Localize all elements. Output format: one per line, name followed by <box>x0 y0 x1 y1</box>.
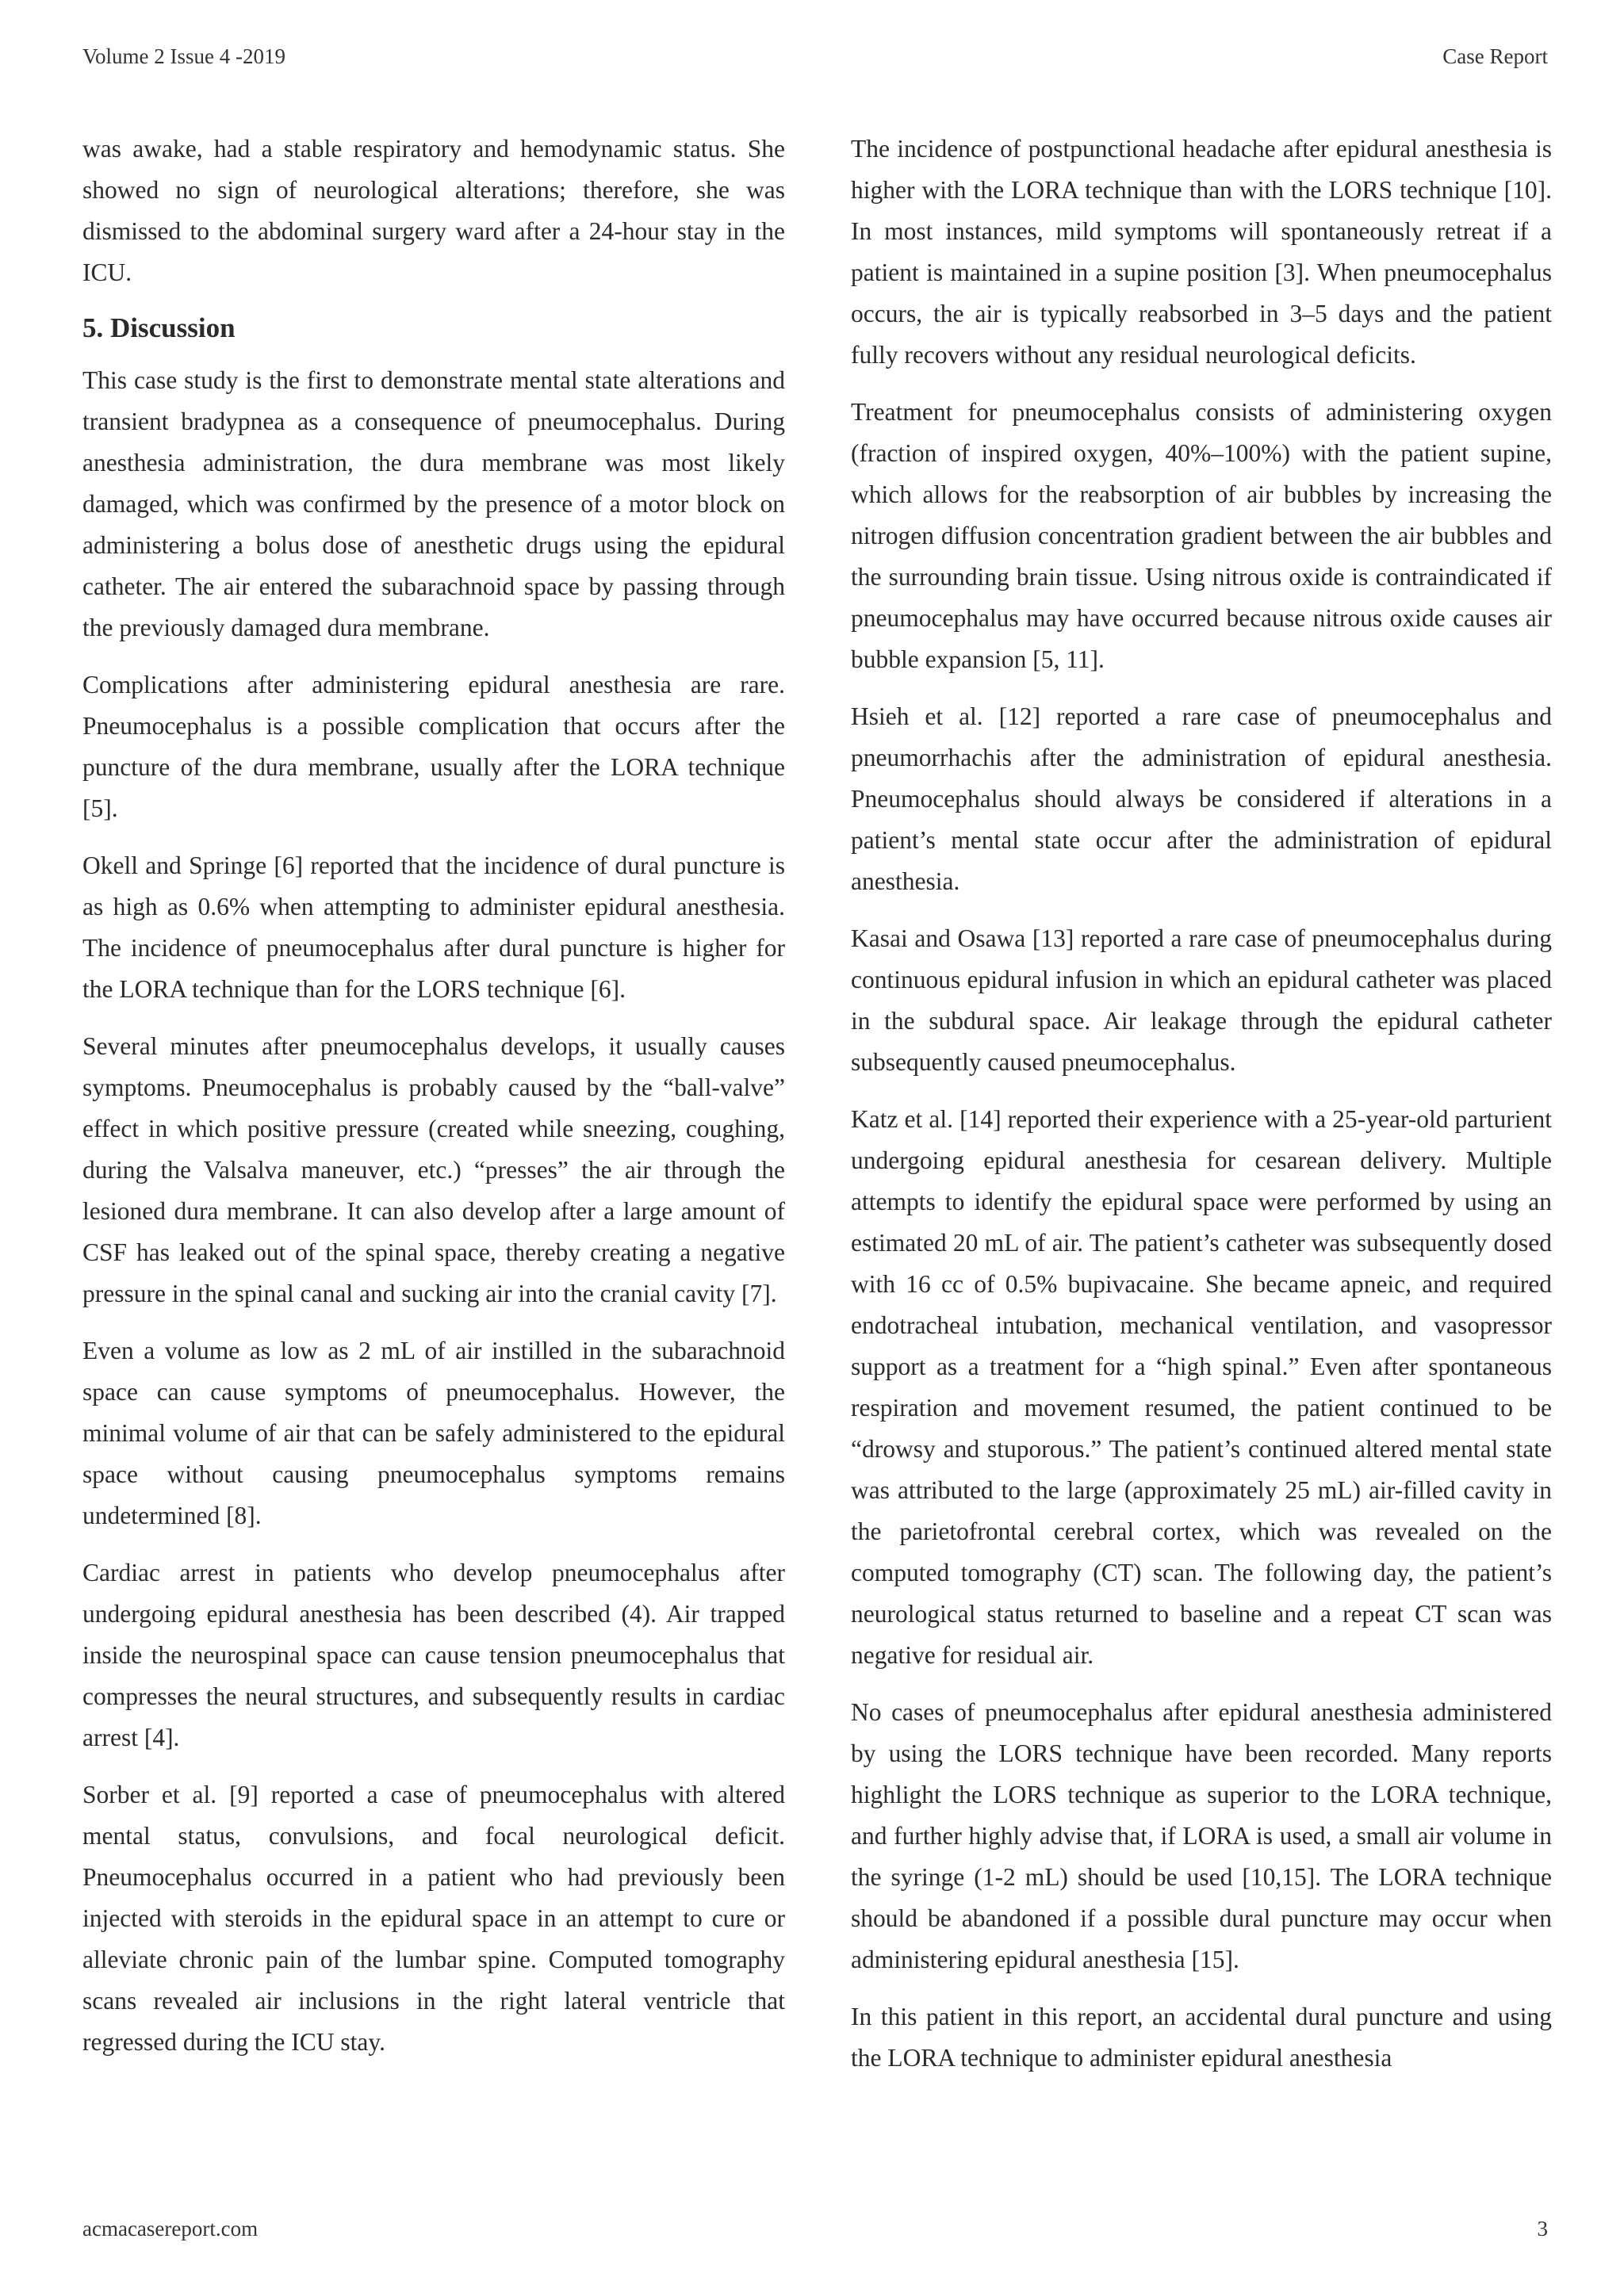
journal-site: acmacasereport.com <box>82 2217 259 2241</box>
right-column <box>851 128 1552 2095</box>
paragraph: Treatment for pneumocephalus consists of administering oxygen (fraction of inspired oxygen, 40%–100%) with the patient supine, which allows for the reabsorption of air bubbles by increasing the nitrogen diffusion concentration gradient between the air bubbles and the surrounding brain tissue. Using nitrous oxide is contraindicated if pneumocephalus may have occurred because nitrous oxide causes air bubble expansion [5, 11]. <box>851 398 1552 673</box>
paragraph: Okell and Springe [6] reported that the incidence of dural puncture is as high as 0.6% when attempting to administer epidural anesthesia. The incidence of pneumocephalus after dural puncture is higher for the LORA technique than for the LORS technique [6]. <box>82 851 785 1003</box>
paragraph: This case study is the first to demonstrate mental state alterations and transient bradypnea as a consequence of pneumocephalus. During anesthesia administration, the dura membrane was most likely damaged, which was confirmed by the presence of a motor block on administering a bolus dose of anesthetic drugs using the epidural catheter. The air entered the subarachnoid space by passing through the previously damaged dura membrane. <box>82 366 785 641</box>
paragraph: Kasai and Osawa [13] reported a rare case of pneumocephalus during continuous epidural infusion in which an epidural catheter was placed in the subdural space. Air leakage through the epidural catheter subsequently caused pneumocephalus. <box>851 924 1552 1076</box>
paragraph: Even a volume as low as 2 mL of air instilled in the subarachnoid space can cause symptoms of pneumocephalus. However, the minimal volume of air that can be safely administered to the epidural space without causing pneumocephalus symptoms remains undetermined [8]. <box>82 1337 785 1529</box>
paragraph: Several minutes after pneumocephalus develops, it usually causes symptoms. Pneumocephalus is probably caused by the “ball-valve” effect in which positive pressure (created while sneezing, coughing, during the Valsalva maneuver, etc.) “presses” the air through the lesioned dura membrane. It can also develop after a large amount of CSF has leaked out of the spinal space, thereby creating a negative pressure in the spinal canal and sucking air into the cranial cavity [7]. <box>82 1032 785 1307</box>
paragraph: Complications after administering epidural anesthesia are rare. Pneumocephalus is a possible complication that occurs after the puncture of the dura membrane, usually after the LORA technique [5]. <box>82 671 785 822</box>
paragraph: The incidence of postpunctional headache after epidural anesthesia is higher with the LORA technique than with the LORS technique [10]. In most instances, mild symptoms will spontaneously retreat if a patient is maintained in a supine position [3]. When pneumocephalus occurs, the air is typically reabsorbed in 3–5 days and the patient fully recovers without any residual neurological deficits. <box>851 135 1552 369</box>
paragraph: In this patient in this report, an accidental dural puncture and using the LORA technique to administer epidural anesthesia <box>851 2003 1552 2072</box>
article-type: Case Report <box>1442 44 1548 68</box>
page-footer <box>82 2217 1548 2241</box>
paragraph: Sorber et al. [9] reported a case of pneumocephalus with altered mental status, convulsions, and focal neurological deficit. Pneumocephalus occurred in a patient who had previously been injected with steroids in the epidural space in an attempt to cure or alleviate chronic pain of the lumbar spine. Computed tomography scans revealed air inclusions in the right lateral ventricle that regressed during the ICU stay. <box>82 1781 785 2056</box>
paragraph: was awake, had a stable respiratory and hemodynamic status. She showed no sign of neurological alterations; therefore, she was dismissed to the abdominal surgery ward after a 24-hour stay in the ICU. <box>82 135 785 286</box>
page-header <box>82 44 1548 69</box>
left-column <box>82 128 785 2079</box>
page-number: 3 <box>1537 2217 1548 2241</box>
paragraph: Hsieh et al. [12] reported a rare case of pneumocephalus and pneumorrhachis after the administration of epidural anesthesia. Pneumocephalus should always be considered if alterations in a patient’s mental state occur after the administration of epidural anesthesia. <box>851 702 1552 895</box>
paragraph: No cases of pneumocephalus after epidural anesthesia administered by using the LORS technique have been recorded. Many reports highlight the LORS technique as superior to the LORA technique, and further highly advise that, if LORA is used, a small air volume in the syringe (1-2 mL) should be used [10,15]. The LORA technique should be abandoned if a possible dural puncture may occur when administering epidural anesthesia [15]. <box>851 1698 1552 1973</box>
journal-volume: Volume 2 Issue 4 -2019 <box>82 44 285 68</box>
paragraph: Katz et al. [14] reported their experience with a 25-year-old parturient undergoing epidural anesthesia for cesarean delivery. Multiple attempts to identify the epidural space were performed by using an estimated 20 mL of air. The patient’s catheter was subsequently dosed with 16 cc of 0.5% bupivacaine. She became apneic, and required endotracheal intubation, mechanical ventilation, and vasopressor support as a treatment for a “high spinal.” Even after spontaneous respiration and movement resumed, the patient continued to be “drowsy and stuporous.” The patient’s continued altered mental state was attributed to the large (approximately 25 mL) air-filled cavity in the parietofrontal cerebral cortex, which was revealed on the computed tomography (CT) scan. The following day, the patient’s neurological status returned to baseline and a repeat CT scan was negative for residual air. <box>851 1105 1552 1669</box>
paragraph: Cardiac arrest in patients who develop pneumocephalus after undergoing epidural anesthesia has been described (4). Air trapped inside the neurospinal space can cause tension pneumocephalus that compresses the neural structures, and subsequently results in cardiac arrest [4]. <box>82 1559 785 1751</box>
section-heading: 5. Discussion <box>82 312 236 343</box>
